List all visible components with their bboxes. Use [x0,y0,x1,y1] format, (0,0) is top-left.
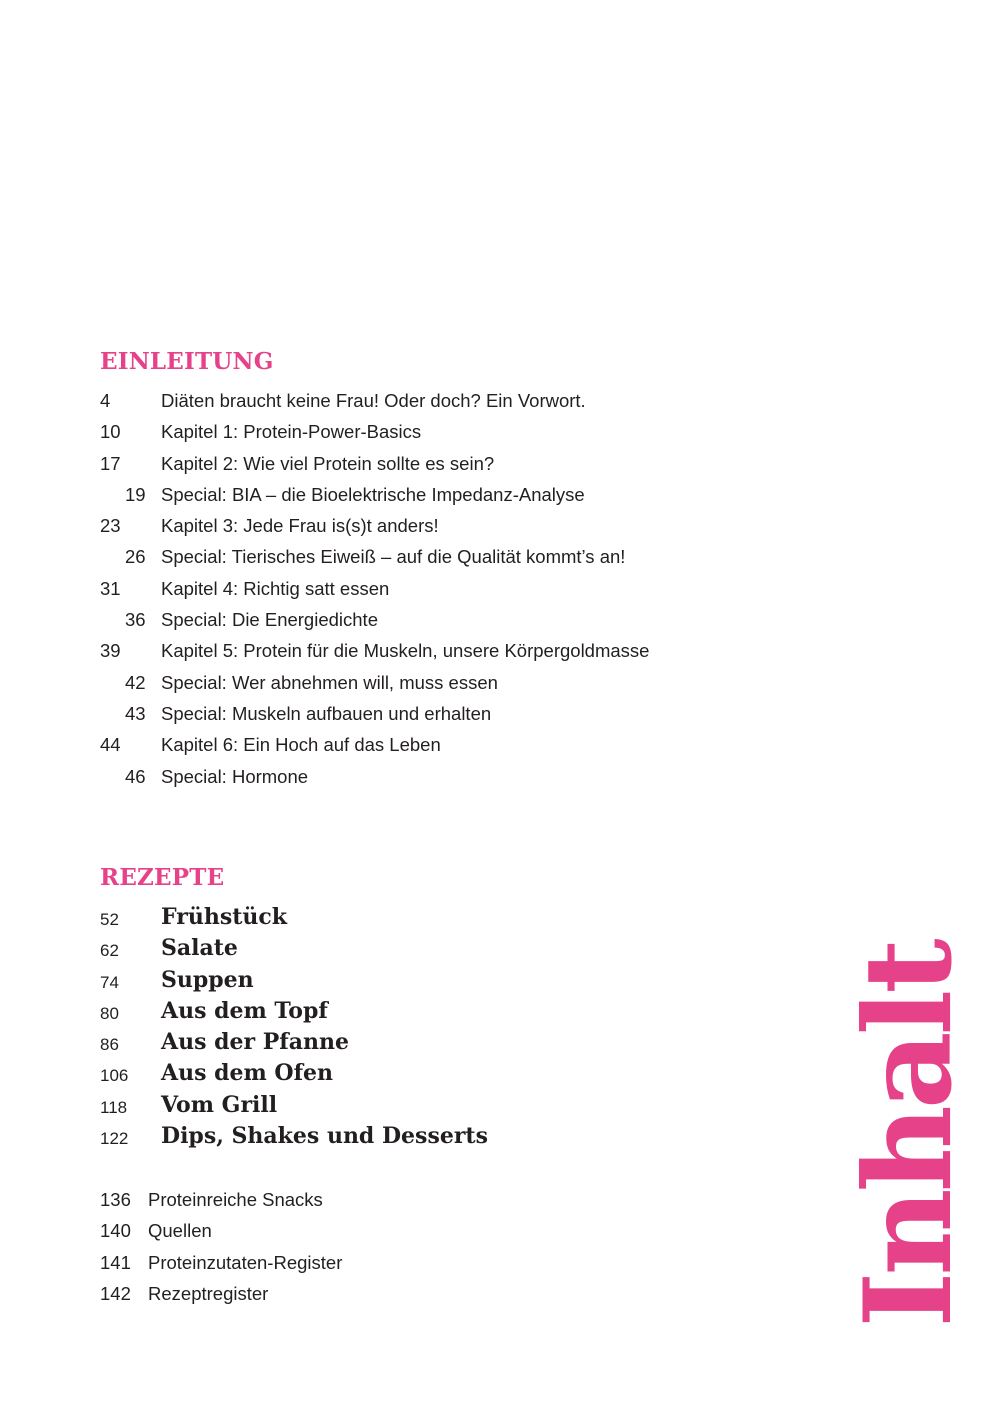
page-number: 62 [100,941,119,961]
recipe-category[interactable] [100,1029,800,1060]
page-number: 80 [100,1003,119,1023]
appendix-entry[interactable] [100,1252,800,1283]
entry-title: Proteinreiche Snacks [148,1189,323,1210]
page-number: 31 [100,577,121,599]
appendix-entry[interactable] [100,1220,800,1251]
page-number: 4 [100,390,111,411]
recipe-category[interactable] [100,904,800,935]
recipe-category[interactable] [100,935,800,966]
entry-title: Special: BIA – die Bioelektrische Impedanz-Analyse [161,483,585,505]
entry-title: Kapitel 6: Ein Hoch auf das Leben [161,734,441,756]
entry-title: Kapitel 4: Richtig satt essen [161,577,390,599]
entry-title: Special: Muskeln aufbauen und erhalten [161,702,492,724]
page-number: 118 [100,1097,128,1117]
page-number: 17 [100,452,121,474]
page-number: 86 [100,1035,119,1055]
page-number: 141 [100,1251,131,1273]
recipe-category[interactable] [100,1123,800,1154]
toc-entry[interactable] [100,421,800,452]
rezepte-list [100,904,800,1154]
recipe-category[interactable] [100,1092,800,1123]
toc-entry[interactable] [100,390,800,421]
page-number: 142 [100,1282,131,1304]
toc-entry[interactable] [100,578,800,609]
einleitung-list [100,390,800,797]
page-number: 74 [100,972,119,992]
page-number: 26 [125,546,146,568]
category-title: Aus dem Ofen [161,1060,334,1087]
page-number: 140 [100,1220,131,1242]
entry-title: Quellen [148,1220,212,1242]
entry-title: Proteinzutaten-Register [148,1251,343,1273]
entry-title: Kapitel 1: Protein-Power-Basics [161,421,422,443]
page-number: 36 [125,609,146,631]
category-title: Aus der Pfanne [161,1029,349,1056]
toc-entry-special[interactable] [100,703,800,734]
page-number: 42 [125,671,146,693]
entry-title: Special: Hormone [161,765,309,787]
entry-title: Kapitel 2: Wie viel Protein sollte es sein? [161,452,495,474]
toc-entry-special[interactable] [100,484,800,515]
category-title: Dips, Shakes und Desserts [161,1123,488,1150]
entry-title: Kapitel 5: Protein für die Muskeln, unsere Körpergoldmasse [161,640,650,662]
category-title: Suppen [161,966,254,993]
einleitung-heading: EINLEITUNG [100,348,274,375]
entry-title: Rezeptregister [148,1282,269,1304]
category-title: Vom Grill [161,1091,278,1118]
page-number: 122 [100,1129,129,1149]
entry-title: Special: Die Energiedichte [161,609,378,631]
toc-entry[interactable] [100,734,800,765]
entry-title: Special: Wer abnehmen will, muss essen [161,671,498,693]
appendix-list [100,1189,800,1314]
toc-entry-special[interactable] [100,766,800,797]
page-number: 44 [100,734,121,756]
appendix-entry[interactable] [100,1189,800,1220]
page-number: 19 [125,483,146,505]
toc-entry[interactable] [100,515,800,546]
page-number: 23 [100,515,121,537]
page-number: 46 [125,765,146,787]
toc-entry-special[interactable] [100,546,800,577]
appendix-entry[interactable] [100,1283,800,1314]
entry-title: Diäten braucht keine Frau! Oder doch? Ein Vorwort. [161,390,586,411]
toc-entry[interactable] [100,453,800,484]
recipe-category[interactable] [100,998,800,1029]
rezepte-heading: REZEPTE [100,864,225,891]
page-number: 136 [100,1189,131,1210]
entry-title: Special: Tierisches Eiweiß – auf die Qualität kommt’s an! [161,546,626,568]
page-number: 106 [100,1066,129,1086]
category-title: Salate [161,935,238,962]
page-number: 43 [125,702,146,724]
recipe-category[interactable] [100,967,800,998]
toc-entry[interactable] [100,640,800,671]
entry-title: Kapitel 3: Jede Frau is(s)t anders! [161,515,439,537]
page-number: 39 [100,640,121,662]
vertical-page-title: Inhalt [838,942,979,1328]
category-title: Aus dem Topf [161,997,328,1024]
page-number: 10 [100,421,121,443]
toc-entry-special[interactable] [100,672,800,703]
page-number: 52 [100,910,119,929]
recipe-category[interactable] [100,1060,800,1091]
toc-entry-special[interactable] [100,609,800,640]
category-title: Frühstück [161,904,287,930]
